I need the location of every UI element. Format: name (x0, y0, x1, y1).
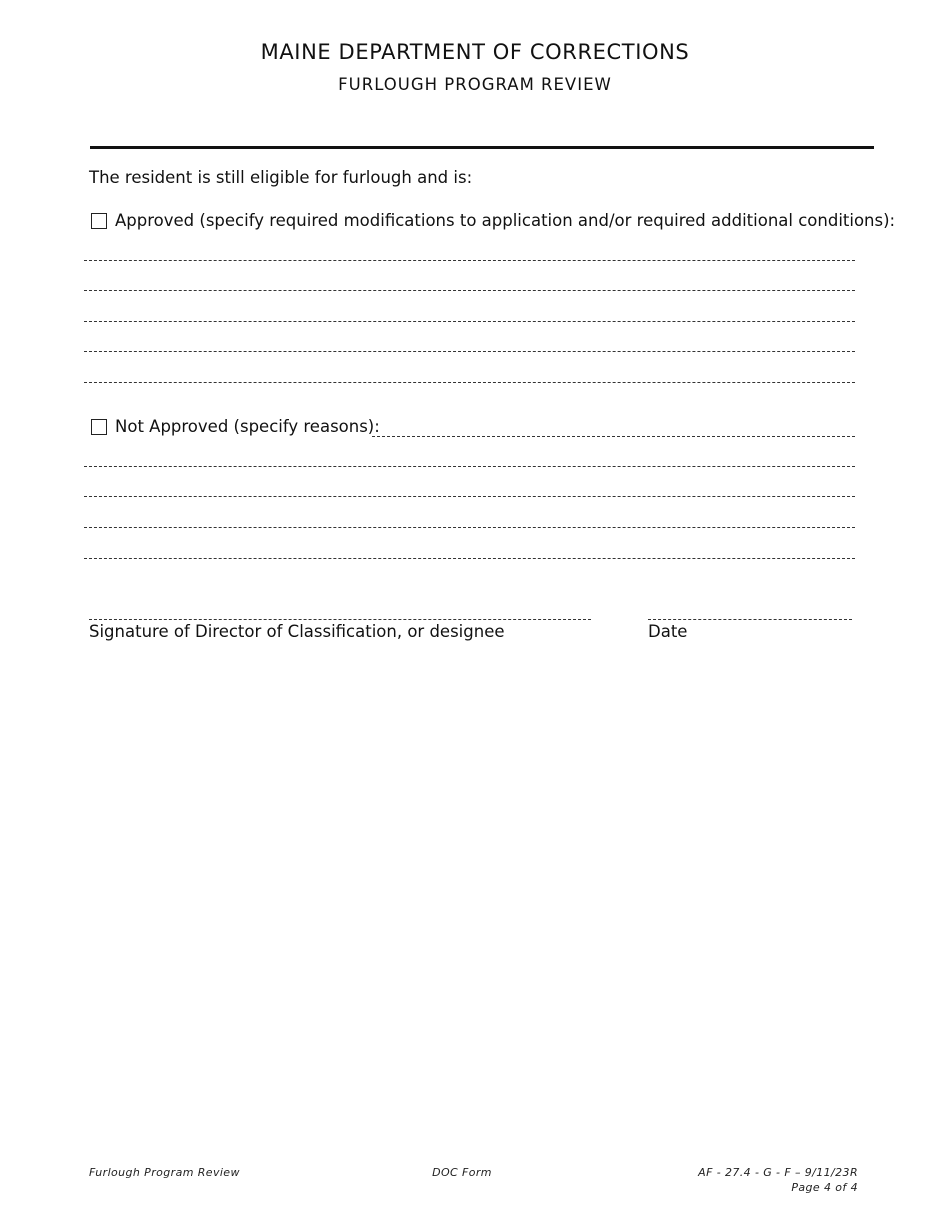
signature-label: Signature of Director of Classification, or designee (89, 622, 505, 641)
approved-conditions-line-2[interactable] (84, 290, 855, 291)
not-approved-reason-line-3[interactable] (84, 527, 855, 528)
approved-checkbox[interactable] (91, 213, 107, 229)
not-approved-reason-line-1[interactable] (84, 466, 855, 467)
form-subtitle: FURLOUGH PROGRAM REVIEW (338, 75, 612, 94)
not-approved-reason-line-4[interactable] (84, 558, 855, 559)
not-approved-option[interactable] (91, 417, 380, 436)
footer-form-name: Furlough Program Review (89, 1166, 240, 1179)
header-divider (90, 146, 874, 149)
not-approved-reason-line-2[interactable] (84, 496, 855, 497)
approved-conditions-line-5[interactable] (84, 382, 855, 383)
footer-form-code: AF - 27.4 - G - F – 9/11/23R (698, 1166, 858, 1179)
date-line[interactable] (648, 619, 852, 620)
approved-label: Approved (specify required modifications to application and/or required additional conditions): (115, 211, 896, 230)
approved-conditions-line-1[interactable] (84, 260, 855, 261)
form-title: MAINE DEPARTMENT OF CORRECTIONS (260, 40, 690, 64)
not-approved-checkbox[interactable] (91, 419, 107, 435)
approved-conditions-line-3[interactable] (84, 321, 855, 322)
approved-option[interactable] (91, 211, 895, 230)
footer-page-number: Page 4 of 4 (791, 1181, 858, 1194)
approved-conditions-line-4[interactable] (84, 351, 855, 352)
date-label: Date (648, 622, 688, 641)
eligibility-statement: The resident is still eligible for furlough and is: (89, 168, 473, 187)
signature-line[interactable] (89, 619, 591, 620)
footer-form-type: DOC Form (432, 1166, 492, 1179)
not-approved-reason-line-inline[interactable] (372, 436, 855, 437)
not-approved-label: Not Approved (specify reasons): (115, 417, 380, 436)
